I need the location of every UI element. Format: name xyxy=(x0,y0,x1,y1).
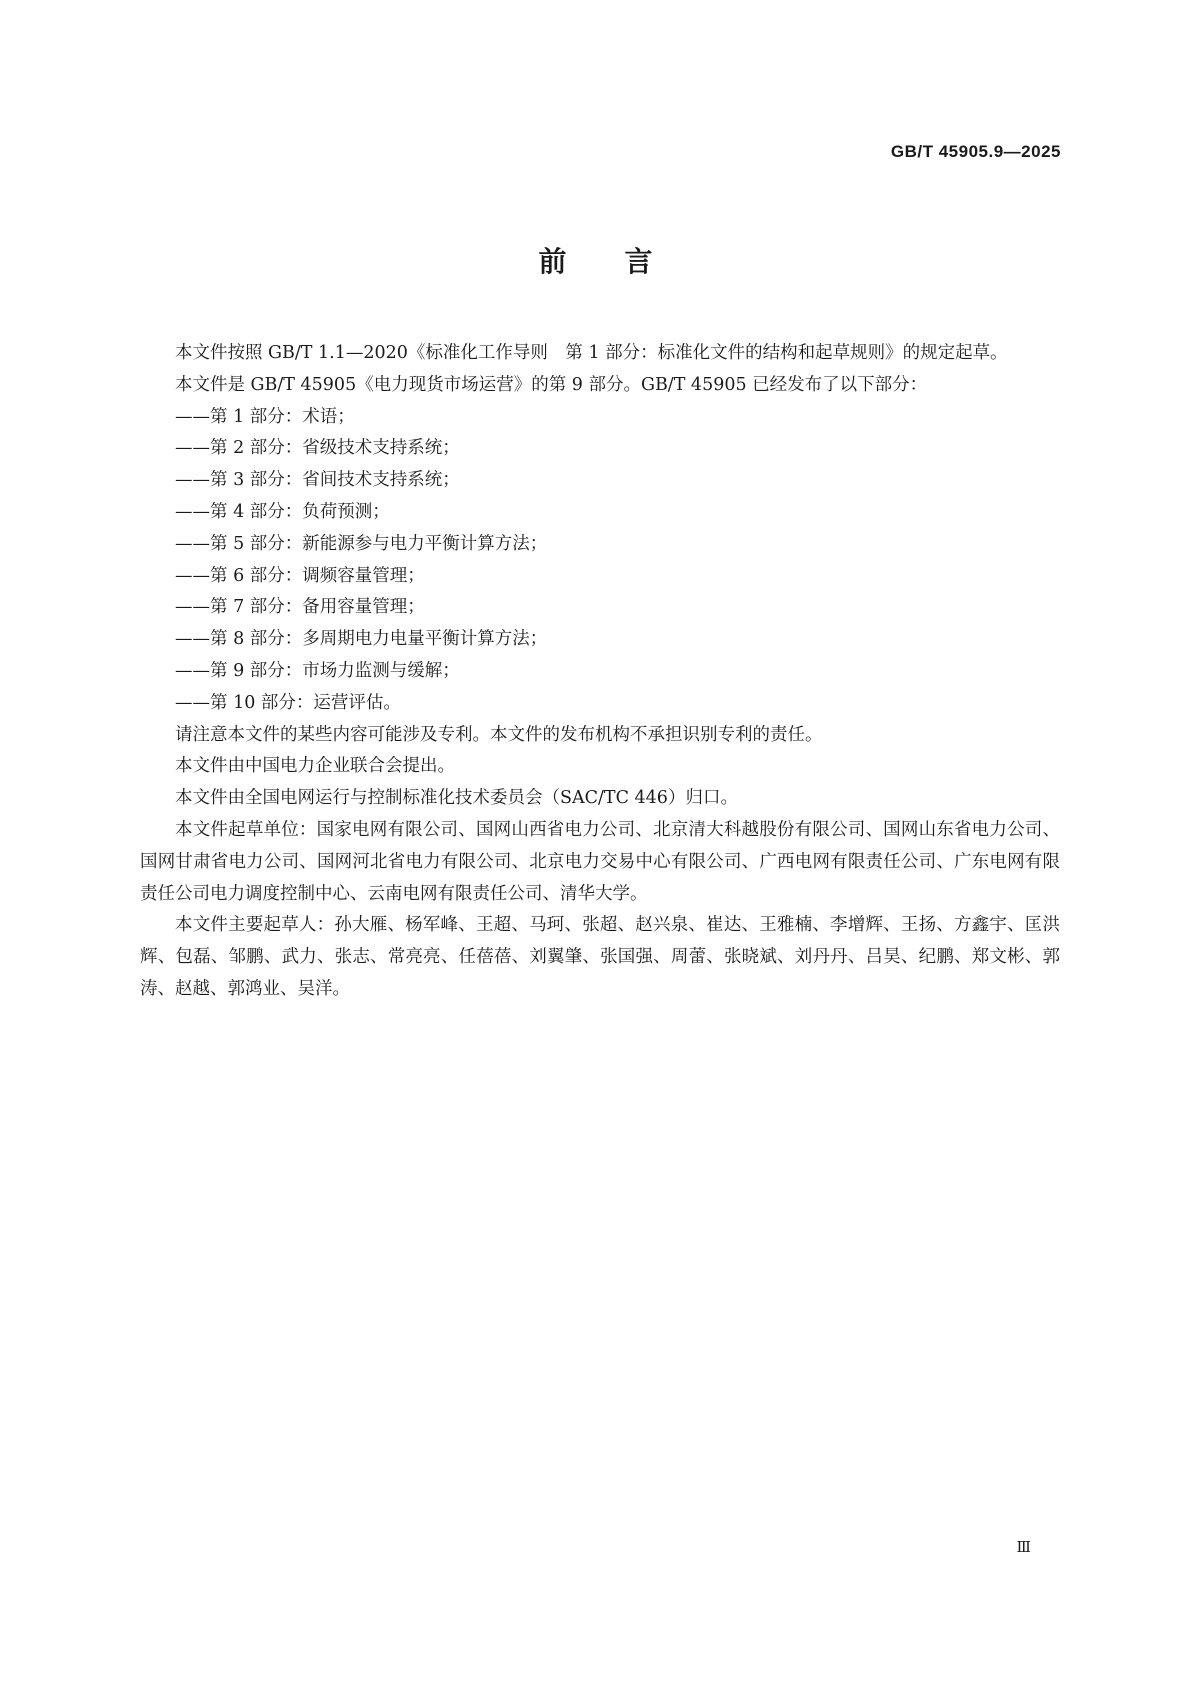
page-number: Ⅲ xyxy=(1016,1538,1031,1556)
paragraph-drafting-rules: 本文件按照 GB/T 1.1—2020《标准化工作导则 第 1 部分：标准化文件的结构和起草规则》的规定起草。 xyxy=(175,343,1008,363)
paragraph-drafters: 本文件主要起草人：孙大雁、杨军峰、王超、马珂、张超、赵兴泉、崔达、王雅楠、李增辉、王扬、方鑫宇、匡洪辉、包磊、邹鹏、武力、张志、常亮亮、任蓓蓓、刘翼肇、张国强、周蕾、张晓斌、刘丹丹、吕昊、纪鹏、郑文彬、郭涛、赵越、郭鸿业、吴洋。 xyxy=(140,915,1060,999)
list-item: ——第 9 部分：市场力监测与缓解； xyxy=(175,660,460,681)
document-code: GB/T 45905.9—2025 xyxy=(890,142,1061,161)
paragraph-patent-notice: 请注意本文件的某些内容可能涉及专利。本文件的发布机构不承担识别专利的责任。 xyxy=(175,724,823,745)
parts-list xyxy=(140,402,1060,720)
list-item: ——第 7 部分：备用容量管理； xyxy=(175,597,425,618)
page-title: 前言 xyxy=(538,245,711,278)
list-item: ——第 8 部分：多周期电力电量平衡计算方法； xyxy=(175,629,548,650)
list-item: ——第 6 部分：调频容量管理； xyxy=(175,565,425,586)
list-item: ——第 4 部分：负荷预测； xyxy=(175,501,390,522)
list-item: ——第 10 部分：运营评估。 xyxy=(175,692,401,713)
list-item: ——第 3 部分：省间技术支持系统； xyxy=(175,470,460,491)
paragraph-committee: 本文件由全国电网运行与控制标准化技术委员会（SAC/TC 446）归口。 xyxy=(175,788,738,809)
paragraph-drafting-units: 本文件起草单位：国家电网有限公司、国网山西省电力公司、北京清大科越股份有限公司、国网山东省电力公司、国网甘肃省电力公司、国网河北省电力有限公司、北京电力交易中心有限公司、广西电网有限责任公司、广东电网有限责任公司电力调度控制中心、云南电网有限责任公司、清华大学。 xyxy=(140,819,1060,904)
paragraph-proposer: 本文件由中国电力企业联合会提出。 xyxy=(175,756,455,777)
list-item: ——第 1 部分：术语； xyxy=(175,406,355,427)
list-item: ——第 2 部分：省级技术支持系统； xyxy=(175,438,460,459)
foreword-body xyxy=(140,338,1060,1006)
paragraph-series-info: 本文件是 GB/T 45905《电力现货市场运营》的第 9 部分。GB/T 45905 已经发布了以下部分： xyxy=(175,374,928,395)
list-item: ——第 5 部分：新能源参与电力平衡计算方法； xyxy=(175,533,548,554)
